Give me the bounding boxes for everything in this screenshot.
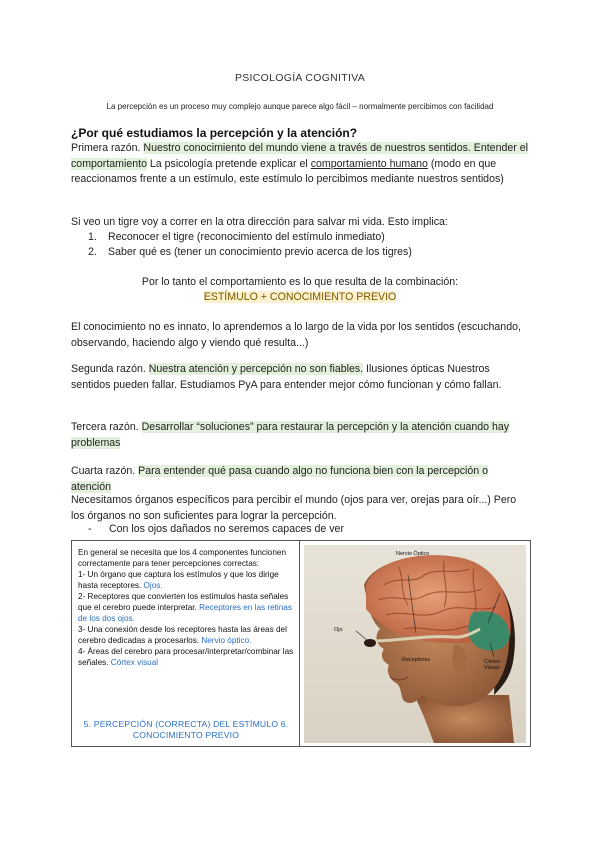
section-heading: ¿Por qué estudiamos la percepción y la atención? xyxy=(71,126,358,140)
component-text: 1- Un órgano que captura los estímulos y que los dirige hasta receptores. xyxy=(78,570,279,590)
first-reason-label: Primera razón. xyxy=(71,142,144,154)
paragraph-third-reason xyxy=(71,420,529,451)
component-item xyxy=(78,591,294,624)
paragraph-tiger: Si veo un tigre voy a correr en la otra dirección para salvar mi vida. Esto implica: xyxy=(71,216,448,228)
first-reason-highlight: Nuestro conocimiento del mundo viene a través de nuestros sentidos. Entender el comportamiento xyxy=(71,142,528,170)
component-answer: Ojos. xyxy=(143,581,163,590)
components-table xyxy=(71,540,531,747)
label-receptors: Receptores xyxy=(402,657,431,663)
brain-illustration xyxy=(304,545,526,743)
fourth-reason-label: Cuarta razón. xyxy=(71,465,139,477)
components-list xyxy=(78,547,294,668)
component-answer: Córtex visual xyxy=(110,658,159,667)
list-item xyxy=(88,245,518,261)
components-intro: En general se necesita que los 4 componentes funcionen correctamente para tener percepciones correctas: xyxy=(78,548,287,568)
list-number: 1. xyxy=(88,231,97,243)
component-answer: Receptores en las retinas de los dos ojos. xyxy=(78,603,292,623)
document-subtitle: La percepción es un proceso muy complejo aunque parece algo fácil – normalmente percibimos con facilidad xyxy=(106,102,494,111)
second-reason-highlight: Nuestra atención y percepción no son fiables. xyxy=(148,363,364,375)
label-eye: Ojo xyxy=(334,627,343,633)
component-text: 3- Una conexión desde los receptores hasta las áreas del cerebro dedicadas a procesarlos. xyxy=(78,625,287,645)
first-reason-text: La psicología pretende explicar el xyxy=(146,157,311,170)
head-profile-image xyxy=(304,545,526,743)
list-text: Saber qué es (tener un conocimiento previo acerca de los tigres) xyxy=(108,246,412,258)
component-text: 4- Áreas del cerebro para procesar/interpretar/combinar las señales. xyxy=(78,647,294,667)
component-item xyxy=(78,569,294,591)
fourth-reason-highlight: Para entender qué pasa cuando algo no funciona bien con la percepción o atención xyxy=(71,465,488,493)
components-footer: 5. PERCEPCIÓN (CORRECTA) DEL ESTÍMULO 6. CONOCIMIENTO PREVIO xyxy=(83,719,289,740)
combination-statement: Por lo tanto el comportamiento es lo que resulta de la combinación: xyxy=(141,276,459,288)
formula-highlight: ESTÍMULO + CONOCIMIENTO PREVIO xyxy=(203,291,397,303)
paragraph-first-reason xyxy=(71,141,529,188)
component-item xyxy=(78,624,294,646)
third-reason-highlight: Desarrollar “soluciones” para restaurar la percepción y la atención cuando hay problemas xyxy=(71,421,510,449)
component-answer: Nervio óptico. xyxy=(201,636,252,645)
paragraph-knowledge: El conocimiento no es innato, lo aprendemos a lo largo de la vida por los sentidos (escuchando, observando, haciendo algo y viendo qué resulta...) xyxy=(71,321,521,349)
label-visual-cortex: Córtex Visual xyxy=(484,659,501,671)
list-item xyxy=(88,230,518,246)
combination-formula xyxy=(71,290,529,306)
paragraph-fourth-reason xyxy=(71,464,529,495)
list-number: 2. xyxy=(88,246,97,258)
table-divider xyxy=(299,541,300,746)
paragraph-second-reason xyxy=(71,362,529,393)
paragraph-organs: Necesitamos órganos específicos para percibir el mundo (ojos para ver, orejas para oír...) Pero los órganos no son suficientes para lograr la percepción. xyxy=(71,494,517,522)
bullet-text: Con los ojos dañados no seremos capaces de ver xyxy=(109,523,344,535)
second-reason-text: Ilusiones ópticas Nuestros sentidos pueden fallar. Estudiamos PyA para entender mejor cómo funcionan y cómo fallan. xyxy=(71,363,502,391)
component-text: 2- Receptores que convierten los estímulos hasta señales que el cerebro puede interpretar. xyxy=(78,592,289,612)
component-item xyxy=(78,646,294,668)
document-title: PSICOLOGÍA COGNITIVA xyxy=(234,72,366,84)
second-reason-label: Segunda razón. xyxy=(71,363,149,375)
first-reason-explanation: (modo en que reaccionamos frente a un estímulo, este estímulo lo percibimos mediante nuestros sentidos) xyxy=(71,157,504,185)
first-reason-underline: comportamiento humano xyxy=(310,157,428,170)
third-reason-label: Tercera razón. xyxy=(71,421,142,433)
bullet-dash: - xyxy=(88,523,92,535)
list-text: Reconocer el tigre (reconocimiento del estímulo inmediato) xyxy=(108,231,385,243)
label-optic-nerve: Nervio Óptico xyxy=(396,551,430,557)
bullet-item xyxy=(88,522,344,538)
